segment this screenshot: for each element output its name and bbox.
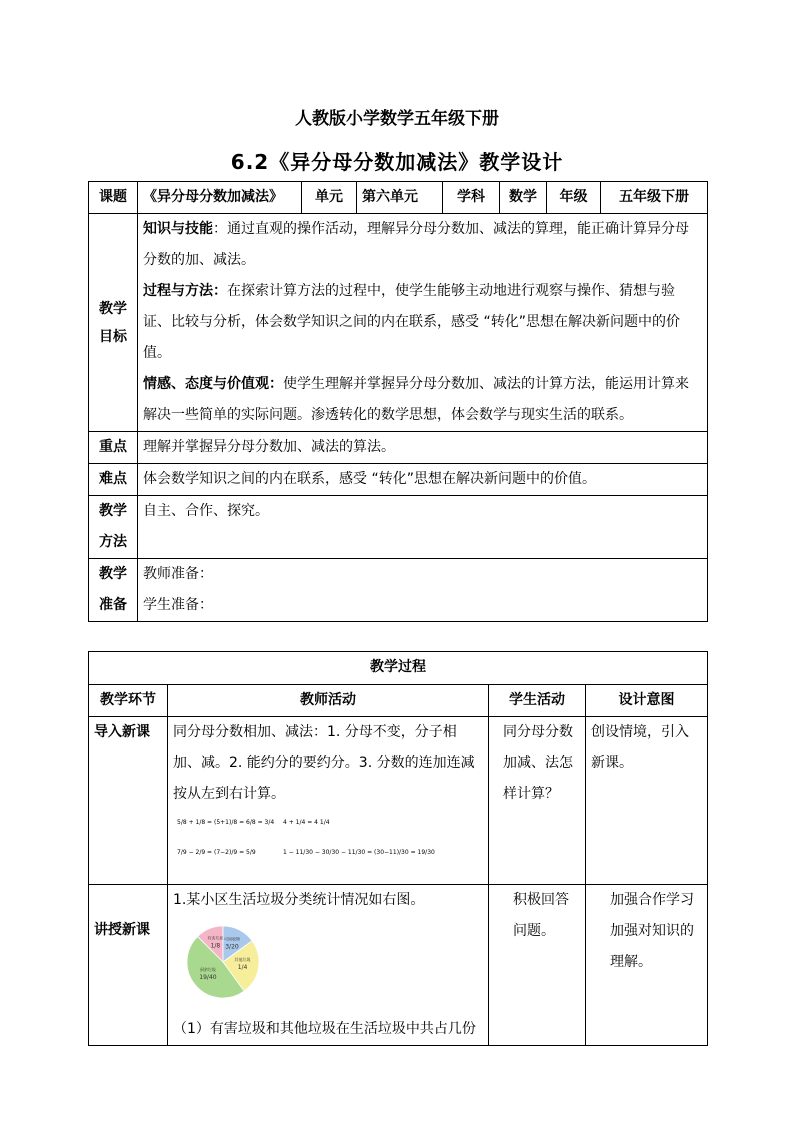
knowledge-title: 知识与技能: [143, 221, 213, 237]
garbage-pie-chart: [183, 922, 263, 1002]
prep-label-line2: 准备: [99, 597, 127, 613]
info-row: [89, 182, 708, 214]
method-label-line1: 教学: [99, 503, 127, 519]
unit-label: 单元: [302, 182, 357, 214]
grade-label: 年级: [547, 182, 601, 214]
teaching-student: 积极回答问题。: [489, 885, 586, 1046]
process-header-row: [89, 685, 708, 717]
difficulty-row: [89, 464, 708, 496]
goals-row: [89, 214, 708, 432]
question-1-text: （1）有害垃圾和其他垃圾在生活垃圾中共占几份: [173, 1021, 476, 1037]
emotion-goal: [143, 369, 702, 431]
pie-slice-value: 3/20: [225, 943, 239, 951]
key-point-text: 理解并掌握异分母分数加、减法的算法。: [138, 432, 708, 464]
method-row: [89, 496, 708, 559]
prep-label: [89, 559, 138, 622]
student-prep: 学生准备：: [143, 597, 213, 613]
unit-value: 第六单元: [357, 182, 443, 214]
lesson-info-table: [88, 181, 708, 622]
teaching-stage: 讲授新课: [89, 885, 168, 1046]
process-title: 教学过程: [89, 652, 708, 685]
emotion-title: 情感、态度与价值观：: [143, 376, 283, 392]
goals-label: [89, 214, 138, 432]
document-subtitle: 6.2《异分母分数加减法》教学设计: [230, 150, 564, 174]
intro-stage: 导入新课: [89, 717, 168, 885]
pie-slice-label: 可回收物: [223, 936, 240, 942]
process-text: 在探索计算方法的过程中，使学生能够主动地进行观察与操作、猜想与验证、比较与分析，体会数学知识之间的内在联系，感受 “转化”思想在解决新问题中的价值。: [143, 283, 680, 361]
teaching-process-table: [88, 651, 708, 1046]
knowledge-goal: [143, 214, 702, 276]
header-intent: 设计意图: [586, 685, 708, 717]
key-point-label: 重点: [89, 432, 138, 464]
header-student: 学生活动: [489, 685, 586, 717]
pie-slice-label: 有害垃圾: [207, 935, 224, 941]
method-text: 自主、合作、探究。: [138, 496, 708, 559]
pie-slice-label: 厨余垃圾: [199, 966, 216, 972]
fraction-formulas: [173, 810, 473, 872]
difficulty-text: 体会数学知识之间的内在联系，感受 “转化”思想在解决新问题中的价值。: [138, 464, 708, 496]
header-stage: 教学环节: [89, 685, 168, 717]
header-teacher: 教师活动: [168, 685, 489, 717]
key-point-row: [89, 432, 708, 464]
formula-2: 4 + 1/4 = 4 1/4: [283, 819, 330, 826]
document-title: 人教版小学数学五年级下册: [295, 109, 499, 129]
teaching-teacher: [168, 885, 489, 1046]
formula-3: 7/9 − 2/9 = (7−2)/9 = 5/9: [177, 849, 256, 856]
teaching-intent: 加强合作学习加强对知识的理解。: [586, 885, 708, 1046]
intro-intent: 创设情境，引入新课。: [586, 717, 708, 885]
pie-slice-value: 19/40: [199, 973, 217, 981]
method-label: [89, 496, 138, 559]
subject-value: 数学: [500, 182, 547, 214]
question-text: 1.某小区生活垃圾分类统计情况如右图。: [173, 892, 425, 908]
goals-label-line2: 目标: [99, 328, 127, 345]
intro-teacher: [168, 717, 489, 885]
topic-value: 《异分母分数加减法》: [138, 182, 302, 214]
difficulty-label: 难点: [89, 464, 138, 496]
prep-label-line1: 教学: [99, 566, 127, 582]
prep-content: [138, 559, 708, 622]
intro-teacher-text: 同分母分数相加、减法：1. 分母不变，分子相加、减。2. 能约分的要约分。3. 分数的连加连减按从左到右计算。: [173, 724, 475, 802]
method-label-line2: 方法: [99, 534, 127, 550]
teacher-prep: 教师准备：: [143, 566, 213, 582]
intro-row: [89, 717, 708, 885]
process-goal: [143, 276, 702, 369]
formula-4: 1 − 11/30 − 30/30 − 11/30 = (30−11)/30 = 19/30: [283, 849, 435, 856]
emotion-text: 使学生理解并掌握异分母分数加、减法的计算方法，能运用计算来解决一些简单的实际问题。渗透转化的数学思想，体会数学与现实生活的联系。: [143, 376, 689, 423]
process-title-row: [89, 652, 708, 685]
intro-student: 同分母分数加减、法怎样计算？: [489, 717, 586, 885]
knowledge-text: ：通过直观的操作活动，理解异分母分数加、减法的算理，能正确计算异分母分数的加、减法。: [143, 221, 689, 268]
pie-slice-label: 其他垃圾: [234, 957, 251, 963]
topic-label: 课题: [89, 182, 138, 214]
prep-row: [89, 559, 708, 622]
subject-label: 学科: [443, 182, 500, 214]
process-title: 过程与方法：: [143, 283, 227, 299]
pie-slice-value: 1/8: [210, 942, 221, 950]
goals-content: [138, 214, 708, 432]
goals-label-line1: 教学: [99, 300, 127, 317]
teaching-row: [89, 885, 708, 1046]
formula-1: 5/8 + 1/8 = (5+1)/8 = 6/8 = 3/4: [177, 819, 275, 826]
grade-value: 五年级下册: [601, 182, 708, 214]
pie-slice-value: 1/4: [237, 964, 248, 972]
